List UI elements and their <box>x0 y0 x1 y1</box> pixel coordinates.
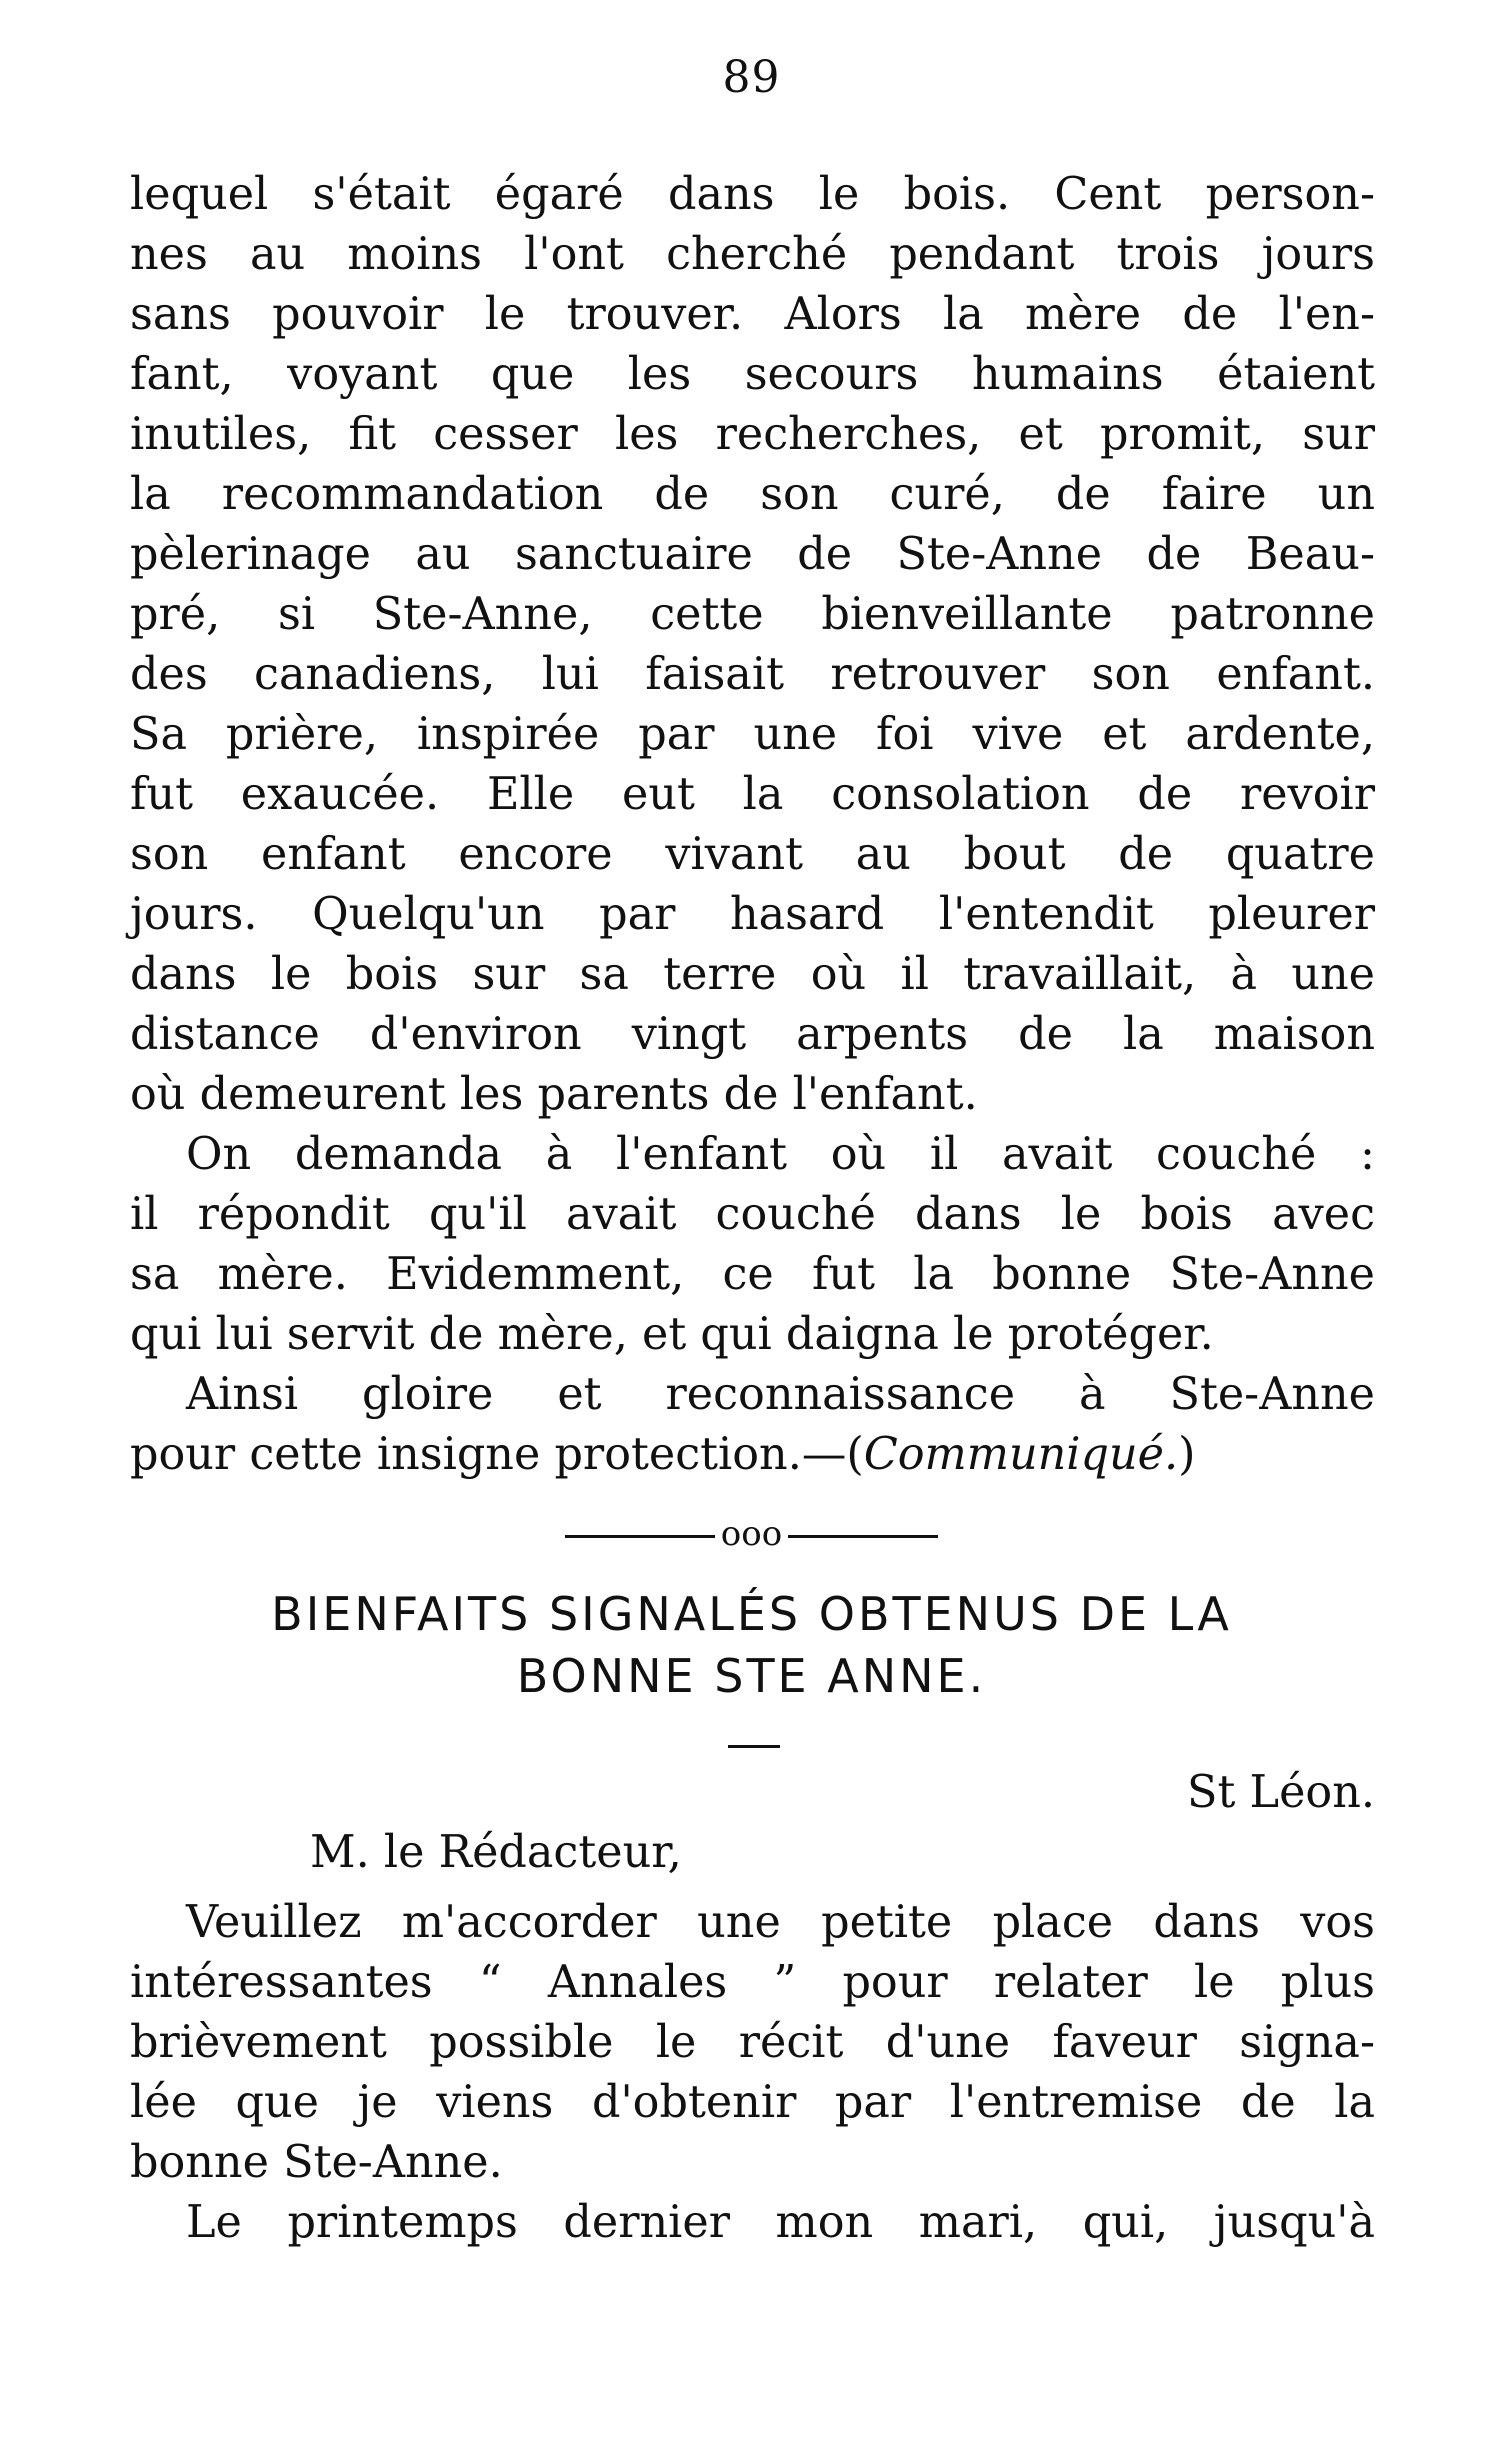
text-line: pré, si Ste-Anne, cette bienveillante patronne <box>130 589 1375 640</box>
text-line: nes au moins l'ont cherché pendant trois jours <box>130 229 1375 280</box>
separator-dash-right <box>788 1535 938 1538</box>
section-heading <box>0 1583 1503 1707</box>
text-line-part: ) <box>1178 1429 1196 1480</box>
text-line: fut exaucée. Elle eut la consolation de revoir <box>130 769 1375 820</box>
paragraph-2 <box>130 1125 1375 1365</box>
text-line: Veuillez m'accorder une petite place dans vos <box>186 1897 1375 1948</box>
salutation: M. le Rédacteur, <box>310 1827 682 1878</box>
heading-line: BIENFAITS SIGNALÉS OBTENUS DE LA <box>271 1587 1232 1641</box>
text-line: intéressantes “ Annales ” pour relater le plus <box>130 1957 1375 2008</box>
text-line: sans pouvoir le trouver. Alors la mère de l'en- <box>130 289 1375 340</box>
text-line: jours. Quelqu'un par hasard l'entendit pleurer <box>130 889 1375 940</box>
text-line: Le printemps dernier mon mari, qui, jusqu'à <box>186 2197 1375 2248</box>
paragraph-5 <box>130 2193 1375 2253</box>
text-line <box>130 1425 1375 1485</box>
text-line: dans le bois sur sa terre où il travaillait, à une <box>130 949 1375 1000</box>
page-number: 89 <box>722 52 781 103</box>
place-line: St Léon. <box>1187 1767 1375 1818</box>
italic-signature: Communiqué. <box>863 1429 1179 1480</box>
text-line: lequel s'était égaré dans le bois. Cent person- <box>130 169 1375 220</box>
paragraph-1 <box>130 165 1375 1125</box>
paragraph-4 <box>130 1893 1375 2193</box>
text-line: inutiles, fit cesser les recherches, et promit, sur <box>130 409 1375 460</box>
paragraph-3 <box>130 1365 1375 1485</box>
section-separator <box>0 1514 1503 1554</box>
text-line: son enfant encore vivant au bout de quatre <box>130 829 1375 880</box>
separator-dash-left <box>565 1535 715 1538</box>
separator-ornament: ooo <box>720 1514 783 1554</box>
text-line: Ainsi gloire et reconnaissance à Ste-Anne <box>186 1369 1375 1420</box>
text-line: bonne Ste-Anne. <box>130 2137 503 2188</box>
text-line: lée que je viens d'obtenir par l'entremise de la <box>130 2077 1375 2128</box>
text-line: Sa prière, inspirée par une foi vive et ardente, <box>130 709 1375 760</box>
text-line: distance d'environ vingt arpents de la maison <box>130 1009 1375 1060</box>
text-line: où demeurent les parents de l'enfant. <box>130 1069 978 1120</box>
text-line-part: pour cette insigne protection.—( <box>130 1429 864 1480</box>
text-line: il répondit qu'il avait couché dans le bois avec <box>130 1189 1375 1240</box>
heading-line: BONNE STE ANNE. <box>516 1649 987 1703</box>
heading-rule <box>728 1745 780 1748</box>
text-line: brièvement possible le récit d'une faveur signa- <box>130 2017 1375 2068</box>
text-line: qui lui servit de mère, et qui daigna le protéger. <box>130 1309 1214 1360</box>
letter-header <box>130 1763 1375 1883</box>
text-line: On demanda à l'enfant où il avait couché : <box>186 1129 1375 1180</box>
text-line: sa mère. Evidemment, ce fut la bonne Ste-Anne <box>130 1249 1375 1300</box>
text-line: fant, voyant que les secours humains étaient <box>130 349 1375 400</box>
text-line: la recommandation de son curé, de faire un <box>130 469 1375 520</box>
text-line: des canadiens, lui faisait retrouver son enfant. <box>130 649 1375 700</box>
text-line: pèlerinage au sanctuaire de Ste-Anne de Beau- <box>130 529 1375 580</box>
